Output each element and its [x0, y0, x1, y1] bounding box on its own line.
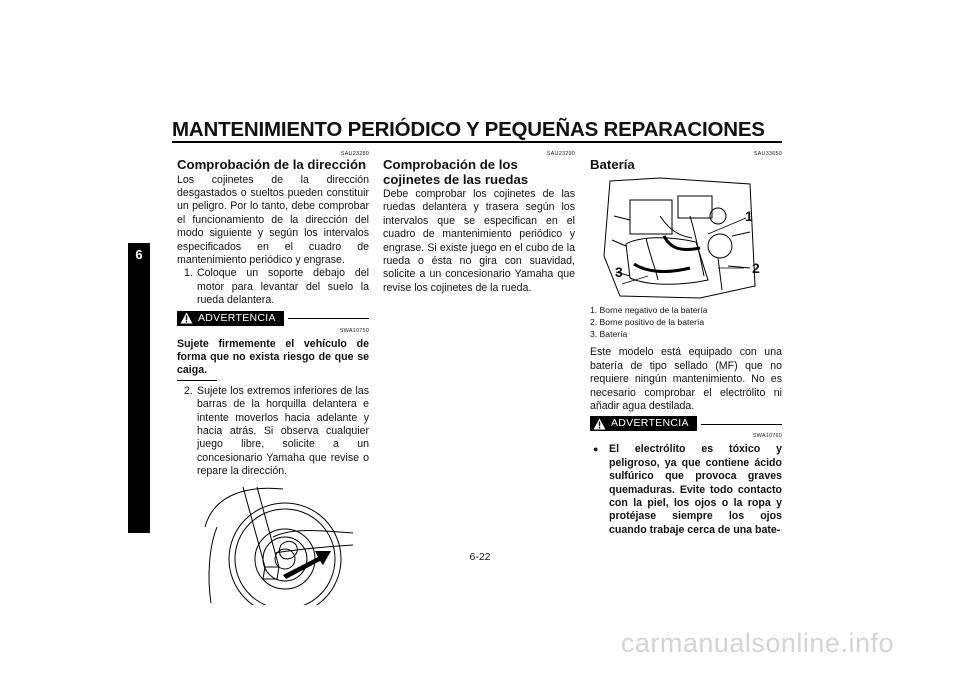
section-code: SAU33650	[753, 151, 782, 157]
caption-item: 2. Borne positivo de la batería	[590, 316, 705, 327]
warning-label: ADVERTENCIA	[611, 417, 689, 430]
battery-paragraph: Este modelo está equipado con una batería de tipo sellado (MF) que no requiere ningún mantenimiento. No es necesario comprobar el electrólito ni añadir agua destilada.	[590, 346, 782, 413]
wheel-bearings-section	[383, 150, 575, 295]
page-title: MANTENIMIENTO PERIÓDICO Y PEQUEÑAS REPARACIONES	[172, 118, 765, 141]
callout-1: 1	[745, 207, 753, 224]
steering-fork-illustration	[203, 487, 373, 605]
watermark: carmanualsonline.info	[620, 628, 894, 658]
warning-bullet	[590, 443, 782, 537]
caption-item: 1. Borne negativo de la batería	[590, 304, 708, 315]
warning-badge	[177, 311, 284, 326]
section-paragraph: Debe comprobar los cojinetes de las ruedas delantera y trasera según los intervalos que se especifican en el cuadro de mantenimiento periódico y engrase. Si existe juego en el cubo de la rueda o ésta no gira con suavidad, solicite a un concesionario Yamaha que revise los cojinetes de la rueda.	[383, 188, 575, 294]
bullet-icon: ●	[593, 444, 599, 455]
warning-label: ADVERTENCIA	[198, 311, 276, 324]
warning-rule	[701, 424, 782, 425]
battery-section	[590, 150, 782, 537]
warning-code: SWA10760	[752, 433, 782, 440]
warning-end-rule	[177, 380, 217, 381]
section-code: SAU23280	[340, 151, 369, 157]
step-text: Coloque un soporte debajo del motor para levantar del suelo la rueda delantera.	[197, 267, 369, 307]
callout-3: 3	[615, 263, 623, 280]
step-number: 1.	[184, 267, 193, 280]
warning-header	[177, 311, 369, 326]
warning-text: Sujete firmemente el vehículo de forma que no exista riesgo de que se caiga.	[177, 337, 369, 377]
warning-bullet-text: El electrólito es tóxico y peligroso, ya que contiene ácido sulfúrico que provoca graves quemaduras. Evite todo contacto con la piel, los ojos o la ropa y protéjase siempre los ojos cuando trabaje cerca de una bate-	[609, 443, 782, 536]
step-number: 2.	[184, 384, 193, 397]
caption-item: 3. Batería	[590, 329, 628, 340]
warning-triangle-icon	[593, 418, 606, 430]
warning-header	[590, 416, 782, 431]
section-heading: Comprobación de los cojinetes de las ruedas	[383, 157, 529, 187]
warning-badge	[590, 416, 697, 431]
steering-check-section	[177, 150, 369, 605]
callout-2: 2	[752, 259, 760, 276]
section-code: SAU23290	[546, 151, 575, 157]
page-number: 6-22	[469, 551, 491, 563]
section-heading: Comprobación de la dirección	[177, 157, 367, 172]
step-text: Sujete los extremos inferiores de las barras de la horquilla delantera e intente moverlos hacia adelante y hacia atrás. Si observa cualquier juego libre, solicite a un concesionario Yamaha que revise o repare la dirección.	[197, 384, 369, 478]
warning-rule	[288, 318, 369, 319]
warning-code: SWA10750	[339, 327, 369, 334]
figure-captions	[590, 304, 782, 341]
intro-paragraph: Los cojinetes de la dirección desgastados o sueltos pueden constituir un peligro. Por lo tanto, debe comprobar el funcionamiento de la dirección del modo siguiente y según los intervalos especificados en el cuadro de mantenimiento periódico y engrase.	[177, 173, 369, 266]
battery-illustration	[600, 176, 760, 301]
step-2	[177, 385, 369, 479]
title-rule	[172, 141, 782, 143]
section-heading: Batería	[590, 157, 635, 172]
chapter-tab: 6	[128, 243, 150, 533]
step-1	[177, 267, 369, 307]
warning-triangle-icon	[180, 312, 193, 324]
battery-figure	[590, 174, 782, 302]
